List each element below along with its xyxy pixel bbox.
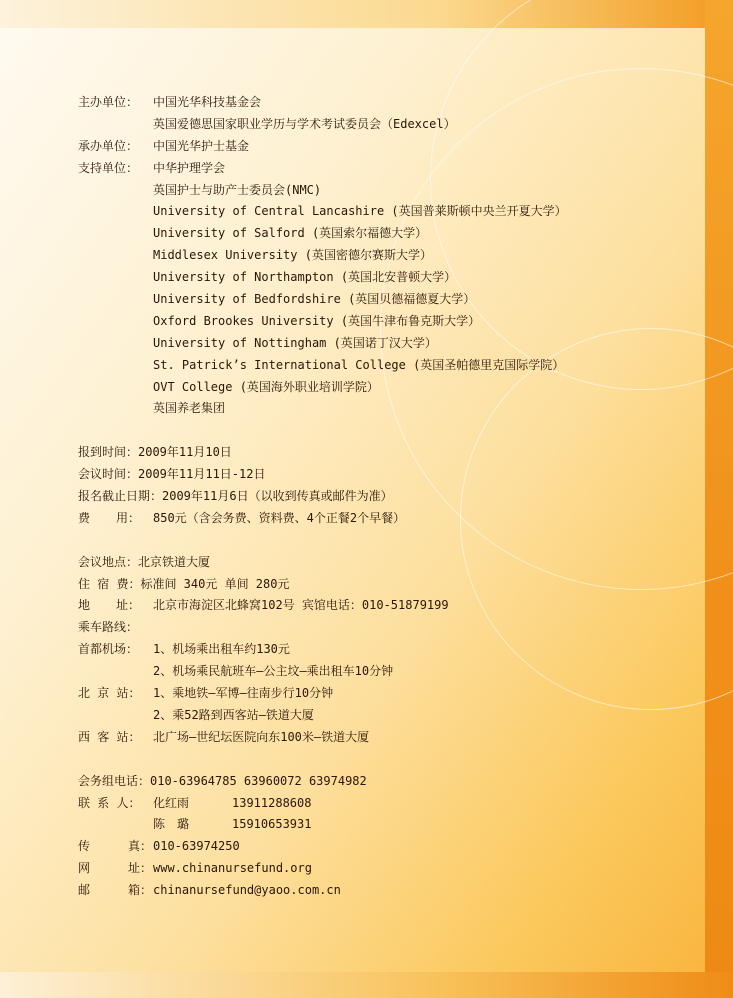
support-name: 英国护士与助产士委员会(NMC) (153, 182, 322, 197)
document-body (78, 92, 698, 902)
lodging-row (78, 574, 698, 596)
support-row (78, 180, 698, 202)
fee-label: 费 用： (78, 510, 141, 525)
support-row (78, 377, 698, 399)
support-name: University of Salford (英国索尔福德大学） (153, 226, 428, 241)
web-row (78, 858, 698, 880)
fee-row (78, 508, 698, 530)
support-name: Middlesex University (英国密德尔赛斯大学） (153, 248, 432, 263)
person-row (78, 793, 698, 815)
support-row (78, 311, 698, 333)
support-name: University of Nottingham (英国诺丁汉大学） (153, 335, 437, 350)
person-label: 联 系 人： (78, 795, 141, 810)
beijing-station-row (78, 705, 698, 727)
mail-label: 邮 箱： (78, 883, 153, 898)
support-name: OVT College (英国海外职业培训学院） (153, 379, 379, 394)
support-name: University of Northampton (英国北安普顿大学） (153, 270, 457, 285)
venue-text: 会议地点：北京铁道大厦 (78, 554, 211, 569)
fax-value: 010-63974250 (153, 839, 240, 854)
undertaker-name: 中国光华护士基金 (153, 138, 250, 153)
address-label: 地 址： (78, 598, 141, 613)
host-label: 主办单位： (78, 95, 139, 109)
support-row (78, 333, 698, 355)
undertaker-label: 承办单位： (78, 138, 139, 153)
checkin-text: 报到时间：2009年11月10日 (78, 445, 232, 460)
support-row (78, 355, 698, 377)
host-row (78, 114, 698, 136)
support-name: Oxford Brookes University (英国牛津布鲁克斯大学） (153, 313, 481, 328)
support-name: University of Bedfordshire (英国贝德福德夏大学） (153, 292, 476, 307)
phone-row (78, 771, 698, 793)
venue-row (78, 552, 698, 574)
host-row (78, 92, 698, 114)
support-row (78, 289, 698, 311)
support-name: 中华护理学会 (153, 160, 226, 175)
host-name: 中国光华科技基金会 (153, 95, 262, 109)
address-row (78, 595, 698, 617)
support-name: 英国养老集团 (153, 401, 226, 416)
person-name: 化红雨 (153, 795, 190, 810)
person-phone: 15910653931 (232, 817, 312, 832)
beijing-station-row (78, 683, 698, 705)
support-row (78, 201, 698, 223)
west-station-label: 西 客 站： (78, 729, 141, 744)
address-value: 北京市海淀区北蜂窝102号 宾馆电话：010-51879199 (153, 598, 449, 613)
mail-row (78, 880, 698, 902)
airport-row (78, 661, 698, 683)
undertaker-row (78, 136, 698, 158)
west-station-route: 北广场—世纪坛医院向东100米—铁道大厦 (153, 729, 370, 744)
host-name: 英国爱德思国家职业学历与学术考试委员会（Edexcel） (153, 116, 456, 131)
west-station-row (78, 727, 698, 749)
support-row (78, 398, 698, 420)
person-row (78, 814, 698, 836)
meeting-row (78, 464, 698, 486)
beijing-station-route: 1、乘地铁—军博—往南步行10分钟 (153, 686, 334, 701)
fee-value: 850元（含会务费、资料费、4个正餐2个早餐） (153, 510, 406, 525)
web-label: 网 址： (78, 861, 153, 876)
person-name: 陈 璐 (153, 817, 190, 832)
support-row (78, 245, 698, 267)
airport-route: 1、机场乘出租车约130元 (153, 642, 290, 657)
web-link[interactable]: www.chinanursefund.org (153, 861, 312, 876)
fax-label: 传 真： (78, 839, 153, 854)
support-row (78, 267, 698, 289)
person-phone: 13911288608 (232, 795, 312, 810)
airport-route: 2、机场乘民航班车—公主坟—乘出租车10分钟 (153, 664, 394, 679)
deadline-row (78, 486, 698, 508)
airport-label: 首都机场： (78, 642, 139, 657)
route-row (78, 617, 698, 639)
mail-link[interactable]: chinanursefund@yaoo.com.cn (153, 883, 341, 898)
support-row (78, 223, 698, 245)
support-row (78, 158, 698, 180)
bottom-border (0, 972, 733, 998)
support-name: University of Central Lancashire (英国普莱斯顿中央兰开夏大学） (153, 204, 567, 219)
airport-row (78, 639, 698, 661)
meeting-text: 会议时间：2009年11月11日-12日 (78, 467, 266, 482)
support-label: 支持单位： (78, 160, 139, 175)
beijing-station-route: 2、乘52路到西客站—铁道大厦 (153, 707, 314, 722)
route-label: 乘车路线： (78, 620, 139, 635)
checkin-row (78, 442, 698, 464)
phone-text: 会务组电话：010-63964785 63960072 63974982 (78, 773, 367, 788)
beijing-station-label: 北 京 站： (78, 686, 141, 701)
lodging-text: 住 宿 费：标准间 340元 单间 280元 (78, 576, 290, 591)
fax-row (78, 836, 698, 858)
deadline-text: 报名截止日期：2009年11月6日（以收到传真或邮件为准） (78, 489, 393, 504)
support-name: St. Patrick’s International College (英国圣帕德里克国际学院） (153, 357, 565, 372)
